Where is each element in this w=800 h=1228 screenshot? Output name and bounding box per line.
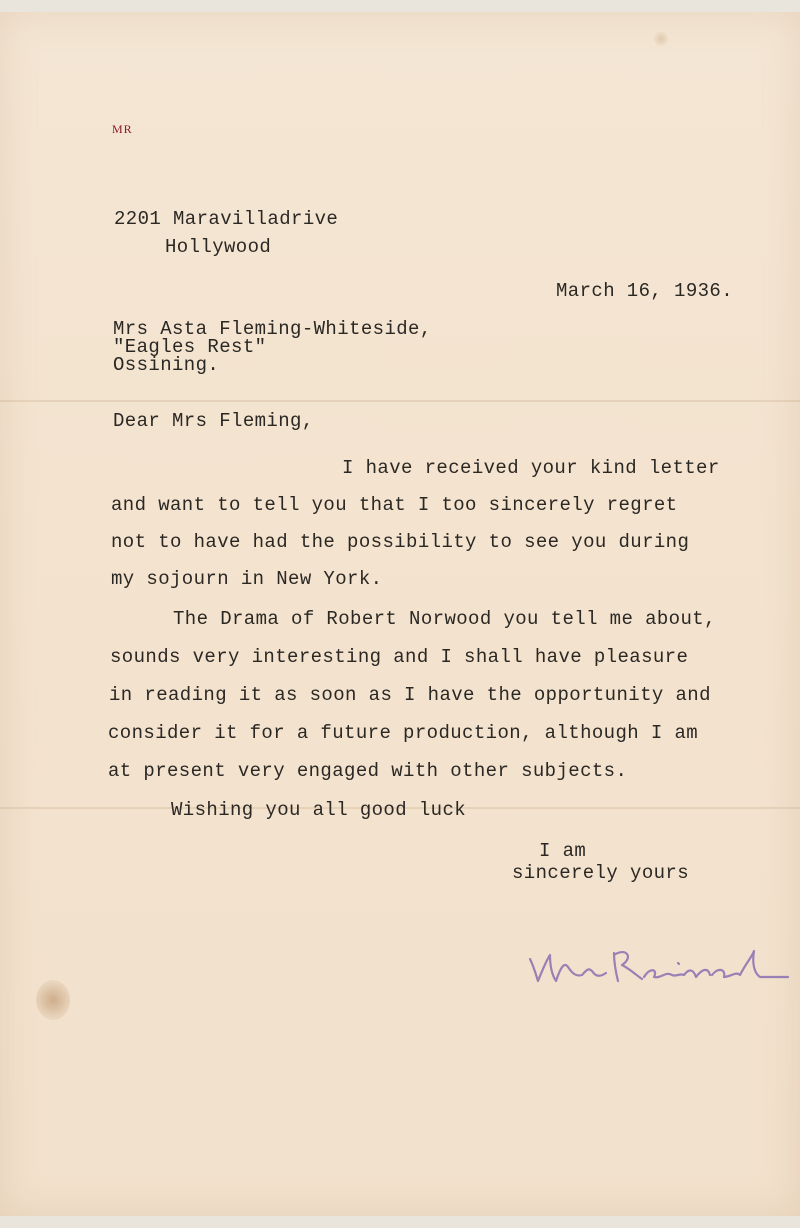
letter-sheet bbox=[0, 12, 800, 1216]
body-line: my sojourn in New York. bbox=[111, 568, 383, 590]
body-line: not to have had the possibility to see you during bbox=[111, 531, 690, 553]
body-line: at present very engaged with other subjects. bbox=[108, 760, 628, 782]
sender-address-line-2: Hollywood bbox=[165, 236, 272, 258]
closing-line-2: sincerely yours bbox=[512, 862, 690, 884]
paper-stain bbox=[654, 32, 668, 46]
paper-stain bbox=[36, 980, 70, 1020]
body-line: sounds very interesting and I shall have pleasure bbox=[110, 646, 689, 668]
letter-date: March 16, 1936. bbox=[556, 280, 734, 302]
sender-address-line-1: 2201 Maravilladrive bbox=[114, 208, 339, 230]
body-line: and want to tell you that I too sincerely regret bbox=[111, 494, 678, 516]
signature-text bbox=[526, 937, 534, 938]
body-line: I have received your kind letter bbox=[342, 457, 720, 479]
signature-scrawl-icon bbox=[526, 937, 791, 997]
recipient-line-3: Ossining. bbox=[113, 354, 220, 376]
body-line: in reading it as soon as I have the opportunity and bbox=[109, 684, 711, 706]
closing-line-1: I am bbox=[539, 840, 587, 862]
recipient-line-1: Mrs Asta Fleming-Whiteside, bbox=[113, 318, 432, 340]
body-line: Wishing you all good luck bbox=[171, 799, 467, 821]
body-line: The Drama of Robert Norwood you tell me about, bbox=[173, 608, 716, 630]
paper-fold-line bbox=[0, 400, 800, 402]
recipient-line-2: "Eagles Rest" bbox=[113, 336, 267, 358]
salutation: Dear Mrs Fleming, bbox=[113, 410, 314, 432]
letterhead-monogram: MR bbox=[112, 122, 133, 136]
handwritten-signature bbox=[526, 937, 791, 997]
body-line: consider it for a future production, although I am bbox=[108, 722, 699, 744]
